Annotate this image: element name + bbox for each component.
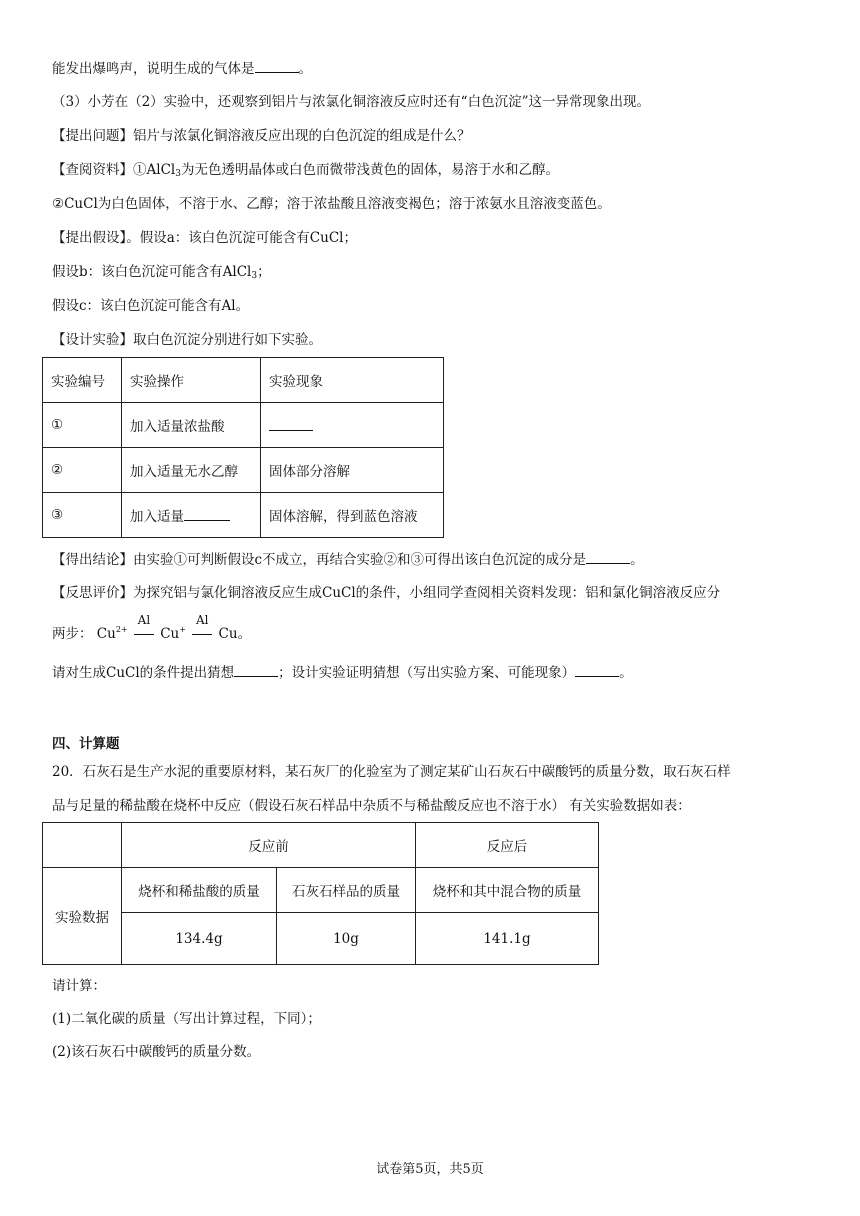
subscript: 3	[251, 271, 258, 281]
text: ；	[257, 264, 271, 280]
text-line: 【提出问题】铝片与浓氯化铜溶液反应出现的白色沉淀的组成是什么？	[52, 128, 471, 144]
table-row	[43, 868, 599, 913]
reaction-arrow	[132, 613, 156, 644]
table-cell: 加入适量浓盐酸	[122, 403, 261, 448]
section-heading: 四、计算题	[52, 736, 120, 752]
table-row	[43, 823, 599, 868]
text: 为无色透明晶体或白色而微带浅黄色的固体，易溶于水和乙醇。	[180, 162, 559, 178]
text: 请对生成CuCl的条件提出猜想	[52, 665, 235, 681]
text: 。	[298, 61, 312, 77]
formula: Cu	[160, 626, 180, 642]
text: 。	[237, 626, 252, 642]
answer-blank[interactable]	[255, 58, 299, 73]
text: 。	[619, 665, 633, 681]
table-header: 实验操作	[122, 358, 261, 403]
text: ；设计实验证明猜想（写出实验方案、可能现象）	[278, 665, 576, 681]
reagent: Al	[195, 613, 209, 627]
answer-blank[interactable]	[184, 506, 230, 521]
charge: +	[179, 625, 186, 634]
text-line	[52, 262, 271, 286]
answer-blank[interactable]	[586, 549, 630, 564]
data-table	[42, 822, 599, 965]
text-line: （3）小芳在（2）实验中，还观察到铝片与浓氯化铜溶液反应时还有“白色沉淀”这一异常现象出现。	[52, 94, 650, 110]
answer-blank[interactable]	[269, 416, 313, 431]
table-header: 反应前	[122, 823, 416, 868]
formula: Cu	[218, 626, 238, 642]
answer-blank[interactable]	[575, 662, 619, 677]
table-row-label: 实验数据	[43, 868, 122, 965]
table-cell: ②	[43, 448, 122, 493]
text-line: (1)二氧化碳的质量（写出计算过程，下同）；	[52, 1011, 321, 1027]
text: 能发出爆鸣声，说明生成的气体是	[52, 61, 255, 77]
text-line: (2)该石灰石中碳酸钙的质量分数。	[52, 1044, 261, 1060]
text-line	[52, 160, 559, 184]
table-header: 实验编号	[43, 358, 122, 403]
charge: 2+	[115, 625, 128, 634]
reaction-equation	[96, 613, 252, 642]
reagent: Al	[137, 613, 151, 627]
text: 【得出结论】由实验①可判断假设c不成立，再结合实验②和③可得出该白色沉淀的成分是	[52, 552, 587, 568]
table-header: 烧杯和其中混合物的质量	[416, 868, 599, 913]
table-header: 反应后	[416, 823, 599, 868]
table-header-row	[43, 358, 444, 403]
text: 。	[630, 552, 644, 568]
reaction-arrow	[190, 613, 214, 644]
text: 加入适量	[130, 509, 184, 525]
table-cell	[43, 823, 122, 868]
text-line: 假设c：该白色沉淀可能含有Al。	[52, 298, 250, 314]
table-cell: 10g	[277, 913, 416, 965]
text-line	[52, 58, 312, 79]
table-cell: ③	[43, 493, 122, 538]
text-line: ②CuCl为白色固体，不溶于水、乙醇；溶于浓盐酸且溶液变褐色；溶于浓氨水且溶液变蓝色。	[52, 196, 611, 212]
table-cell: 加入适量无水乙醇	[122, 448, 261, 493]
subscript: 3	[175, 169, 181, 179]
page-footer: 试卷第5页，共5页	[376, 1162, 484, 1177]
experiment-table	[42, 357, 444, 538]
table-header: 实验现象	[261, 358, 444, 403]
table-row	[43, 448, 444, 493]
table-cell: ①	[43, 403, 122, 448]
text: 假设b：该白色沉淀可能含有AlCl	[52, 264, 252, 280]
text-line	[52, 613, 252, 644]
text-line: 20．石灰石是生产水泥的重要原材料，某石灰厂的化验室为了测定某矿山石灰石中碳酸钙的质量分数，取石灰石样	[52, 764, 731, 780]
text: 【查阅资料】①AlCl	[52, 162, 176, 178]
table-cell: 固体溶解，得到蓝色溶液	[261, 493, 444, 538]
table-cell	[122, 493, 261, 538]
table-row	[43, 493, 444, 538]
table-cell: 141.1g	[416, 913, 599, 965]
text: 两步：	[52, 626, 93, 642]
answer-blank[interactable]	[234, 662, 278, 677]
text-line: 【提出假设】。假设a：该白色沉淀可能含有CuCl；	[52, 230, 357, 246]
text-line: 【设计实验】取白色沉淀分别进行如下实验。	[52, 332, 322, 348]
text-line: 【反思评价】为探究铝与氯化铜溶液反应生成CuCl的条件，小组同学查阅相关资料发现：铝和氯化铜溶液反应分	[52, 585, 721, 601]
formula: Cu	[96, 626, 116, 642]
text-line	[52, 662, 633, 683]
table-cell	[261, 403, 444, 448]
text-line	[52, 549, 644, 570]
table-cell: 固体部分溶解	[261, 448, 444, 493]
table-row	[43, 403, 444, 448]
table-header: 烧杯和稀盐酸的质量	[122, 868, 277, 913]
table-cell: 134.4g	[122, 913, 277, 965]
text-line: 品与足量的稀盐酸在烧杯中反应（假设石灰石样品中杂质不与稀盐酸反应也不溶于水） 有关实验数据如表：	[52, 798, 691, 814]
text-line: 请计算：	[52, 978, 106, 994]
table-header: 石灰石样品的质量	[277, 868, 416, 913]
table-row	[43, 913, 599, 965]
